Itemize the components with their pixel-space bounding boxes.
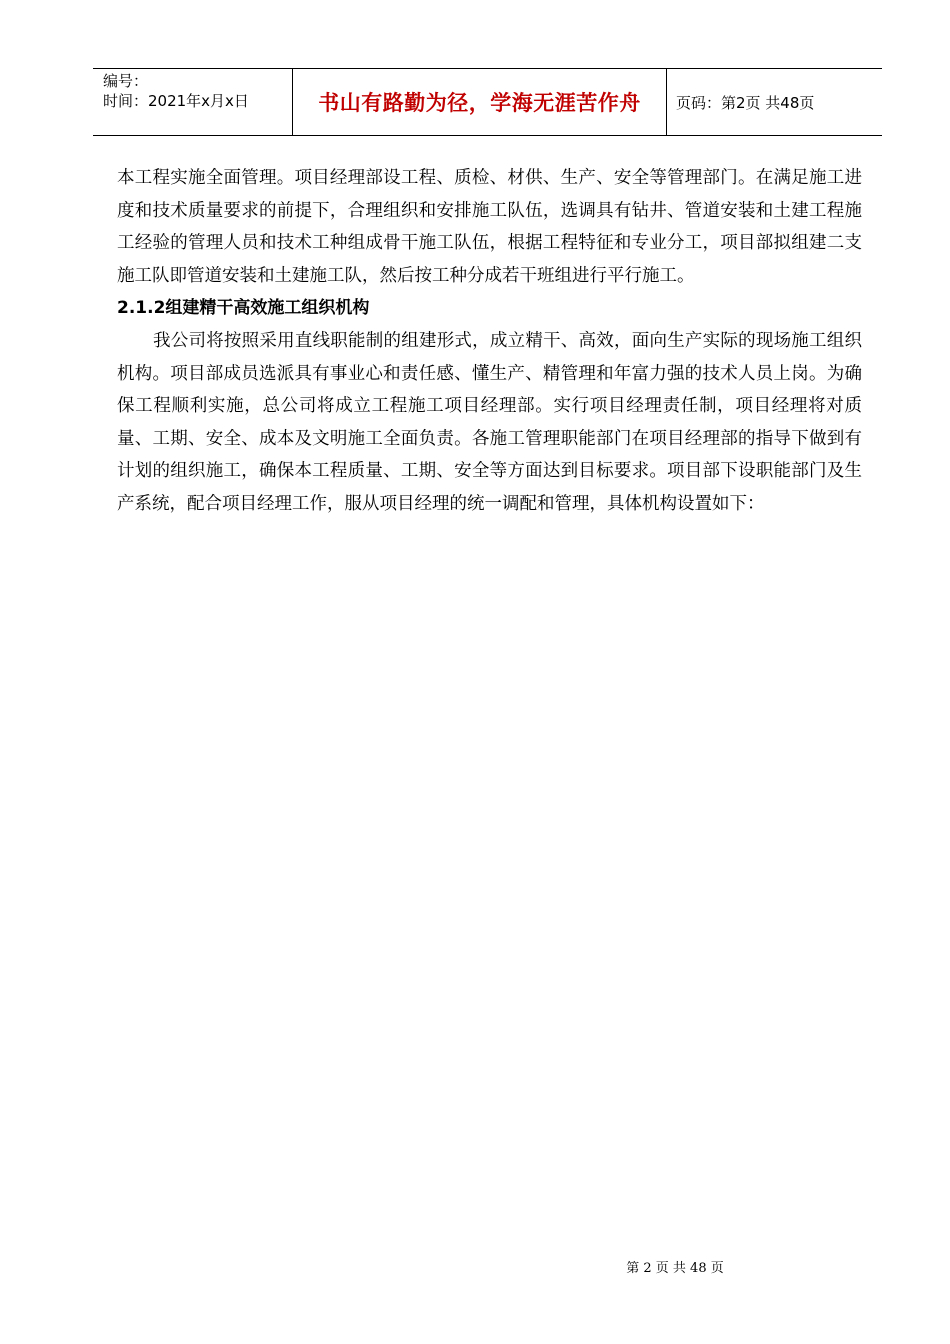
document-body <box>117 162 862 521</box>
page-footer <box>0 1257 950 1276</box>
header-meta <box>93 69 293 135</box>
serial-label: 编号： <box>103 72 149 90</box>
section-heading: 2.1.2组建精干高效施工组织机构 <box>117 298 370 319</box>
time-label: 时间：2021年x月x日 <box>103 92 249 110</box>
paragraph-2: 我公司将按照采用直线职能制的组建形式，成立精干、高效，面向生产实际的现场施工组织机构。项目部成员选派具有事业心和责任感、懂生产、精管理和年富力强的技术人员上岗。为确保工程顺利实施，总公司将成立工程施工项目经理部。实行项目经理责任制，项目经理将对质量、工期、安全、成本及文明施工全面负责。各施工管理职能部门在项目经理部的指导下做到有计划的组织施工，确保本工程质量、工期、安全等方面达到目标要求。项目部下设职能部门及生产系统，配合项目经理工作，服从项目经理的统一调配和管理，具体机构设置如下： <box>117 330 862 514</box>
footer-page-number: 第 2 页 共 48 页 <box>626 1261 724 1276</box>
header-page-info: 页码：第2页 共48页 <box>676 93 815 112</box>
page-header <box>93 68 882 136</box>
header-motto: 书山有路勤为径，学海无涯苦作舟 <box>293 69 667 135</box>
paragraph-1: 本工程实施全面管理。项目经理部设工程、质检、材供、生产、安全等管理部门。在满足施工进度和技术质量要求的前提下，合理组织和安排施工队伍，选调具有钻井、管道安装和土建工程施工经验的管理人员和技术工种组成骨干施工队伍，根据工程特征和专业分工，项目部拟组建二支施工队即管道安装和土建施工队，然后按工种分成若干班组进行平行施工。 <box>117 168 862 286</box>
